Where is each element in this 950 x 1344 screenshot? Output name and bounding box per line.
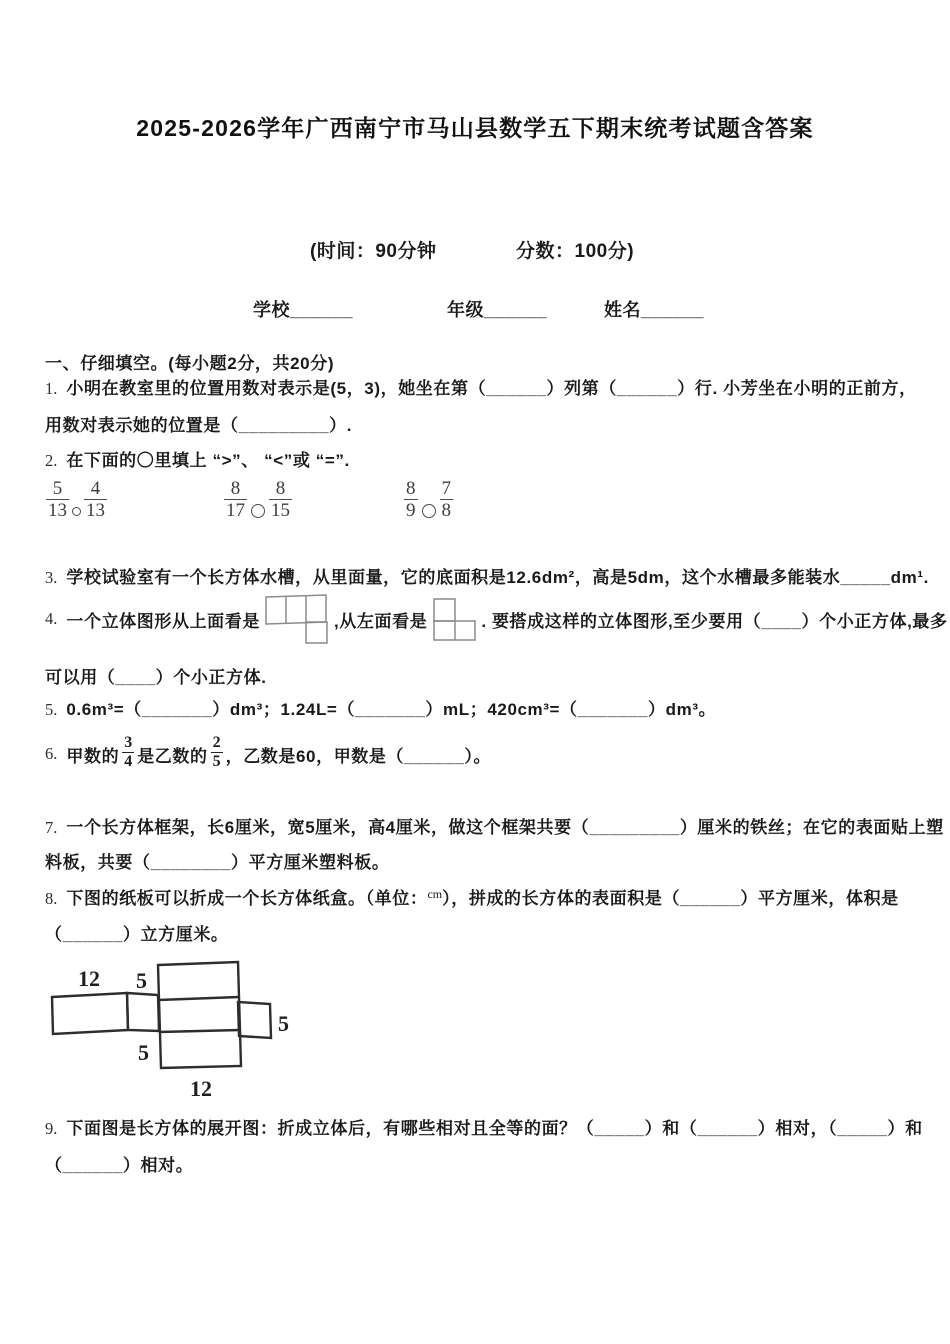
exam-title: 2025-2026学年广西南宁市马山县数学五下期末统考试题含答案 xyxy=(136,115,814,141)
net-divider-top xyxy=(158,997,239,1000)
question-8-text-a: 下图的纸板可以折成一个长方体纸盒。（单位： xyxy=(66,889,428,908)
net-center-column xyxy=(158,962,241,1068)
compare-circle-icon xyxy=(72,507,81,516)
question-1-number: 1. xyxy=(45,379,58,398)
fraction-compare-pair-3 xyxy=(404,478,453,522)
net-small-square xyxy=(127,993,159,1031)
question-6-line xyxy=(45,731,491,777)
question-7-number: 7. xyxy=(45,818,58,837)
question-8-text-b: ），拼成的长方体的表面积是（______）平方厘米，体积是 xyxy=(442,889,899,908)
question-5-line xyxy=(45,695,716,720)
question-7-line-1 xyxy=(45,813,944,838)
grade-field: 年级______ xyxy=(447,300,548,320)
question-4-line-2: 可以用（____）个小正方体. xyxy=(45,668,267,687)
compare-circle-icon xyxy=(251,504,265,518)
net-label-right-depth: 5 xyxy=(278,1011,289,1036)
fraction: $\frac{8}{9}$ xyxy=(406,478,416,522)
question-4-text-b: ,从左面看是 xyxy=(333,611,428,631)
question-9-text: 下面图是长方体的展开图：折成立体后，有哪些相对且全等的面？（_____）和（______）相对，（_____）和 xyxy=(66,1119,923,1138)
question-2-line xyxy=(45,446,350,471)
question-5-number: 5. xyxy=(45,700,58,719)
question-2-text: 在下面的〇里填上 “>”、 “<”或 “=”. xyxy=(66,451,350,470)
question-4-number: 4. xyxy=(45,609,58,628)
question-9-number: 9. xyxy=(45,1119,58,1138)
net-left-flap xyxy=(52,993,128,1034)
question-2-number: 2. xyxy=(45,451,58,470)
question-9-line-2: （______）相对。 xyxy=(45,1156,194,1175)
name-field: 姓名______ xyxy=(604,300,705,320)
fraction: $\frac{8}{17}$ xyxy=(226,478,245,522)
time-allotment: (时间：90分钟 xyxy=(310,241,437,262)
net-label-bottom-width: 12 xyxy=(190,1076,212,1101)
question-8-line-2: （______）立方厘米。 xyxy=(45,925,229,944)
fraction-compare-pair-1 xyxy=(46,478,107,522)
question-8-number: 8. xyxy=(45,889,58,908)
fraction: $\frac{7}{8}$ xyxy=(441,478,451,522)
question-6-text-c: ，乙数是60，甲数是（______）。 xyxy=(225,746,492,766)
question-3-text: 学校试验室有一个长方体水槽，从里面量，它的底面积是12.6dm²，高是5dm，这个水槽最多能装水_____dm¹. xyxy=(66,568,929,587)
net-right-flap xyxy=(238,1002,271,1038)
score-total: 分数：100分) xyxy=(516,241,635,262)
question-7-text: 一个长方体框架，长6厘米，宽5厘米，高4厘米，做这个框架共要（_________）厘米的铁丝；在它的表面贴上塑 xyxy=(66,818,944,837)
net-label-top-depth: 5 xyxy=(136,968,147,993)
question-1-line-1 xyxy=(45,374,917,399)
left-view-shape-icon xyxy=(431,597,477,642)
school-field: 学校______ xyxy=(253,300,354,320)
question-7-line-2: 料板，共要（________）平方厘米塑料板。 xyxy=(45,853,390,872)
net-label-bottom-depth: 5 xyxy=(138,1040,149,1065)
question-9-line-1 xyxy=(45,1114,923,1139)
question-3-line xyxy=(45,563,929,588)
fraction: $\frac{5}{13}$ xyxy=(48,478,67,522)
question-8-line-1 xyxy=(45,884,899,909)
fraction-compare-pair-2 xyxy=(224,478,292,522)
net-label-left-width: 12 xyxy=(78,966,100,991)
fraction: $\frac{2}{5}$ xyxy=(212,733,221,770)
top-view-shape-icon xyxy=(264,593,330,645)
question-3-number: 3. xyxy=(45,568,58,587)
question-1-line-2: 用数对表示她的位置是（_________）. xyxy=(45,416,353,435)
question-5-text: 0.6m³=（_______）dm³；1.24L=（_______）mL；420cm³=（_______）dm³。 xyxy=(66,700,717,719)
fraction: $\frac{8}{15}$ xyxy=(271,478,290,522)
question-6-text-b: 是乙数的 xyxy=(137,746,208,766)
question-4-text-c: . 要搭成这样的立体图形,至少要用（____）个小正方体,最多 xyxy=(481,611,948,631)
compare-circle-icon xyxy=(422,504,436,518)
question-6-text-a: 甲数的 xyxy=(66,746,120,766)
question-6-number: 6. xyxy=(45,744,58,763)
net-divider-bottom xyxy=(159,1030,240,1032)
fraction: $\frac{4}{13}$ xyxy=(86,478,105,522)
question-4-text-a: 一个立体图形从上面看是 xyxy=(66,611,260,631)
fraction: $\frac{3}{4}$ xyxy=(124,733,133,770)
unit-cm-superscript: cm xyxy=(427,887,443,901)
section1-heading: 一、仔细填空。(每小题2分，共20分) xyxy=(45,354,335,373)
box-net-diagram xyxy=(40,955,310,1105)
question-1-text: 小明在教室里的位置用数对表示是(5，3)，她坐在第（______）列第（______）行. 小芳坐在小明的正前方， xyxy=(66,379,917,398)
question-4-line-1 xyxy=(45,590,948,648)
